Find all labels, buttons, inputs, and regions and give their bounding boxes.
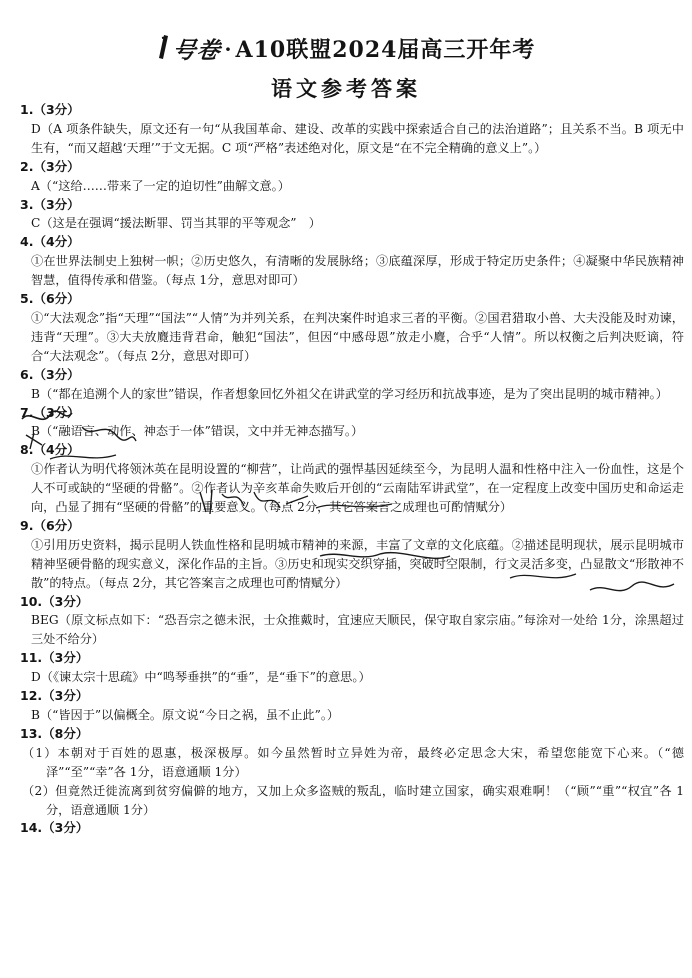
title-row <box>0 32 692 65</box>
question-heading: 4.（4分） <box>20 234 80 250</box>
question-8 <box>20 441 684 517</box>
question-9 <box>20 517 684 593</box>
answer-subpart-2: （2）但竟然迁徙流离到贫穷偏僻的地方，又加上众多盗贼的叛乱，临时建立国家，确实艰难啊！（“顾”“重”“权宜”各 1分，语意通顺 1分） <box>22 783 684 817</box>
question-10 <box>20 593 684 650</box>
question-heading: 3.（3分） <box>20 196 80 212</box>
title-separator: · <box>224 36 232 61</box>
question-heading: 1.（3分） <box>20 102 80 117</box>
question-heading: 2.（3分） <box>20 158 80 174</box>
answer-text: ①引用历史资料，揭示昆明人铁血性格和昆明城市精神的来源，丰富了文章的文化底蕴。②描述昆明现状，展示昆明城市精神坚硬骨骼的现实意义，深化作品的主旨。③历史和现实交织穿插，突破时空限制，行文灵活多变，凸显散文“形散神不散”的特点。（每点 2分，其它答案言之成理也可酌情赋分） <box>31 537 684 590</box>
answer-text: B（“融语言、动作、神态于一体”错误，文中并无神态描写。） <box>31 424 364 439</box>
question-heading: 5.（6分） <box>20 291 80 307</box>
brand-name: 号卷 <box>170 37 223 64</box>
question-11 <box>20 649 684 687</box>
question-5 <box>20 290 684 366</box>
page-header <box>0 32 692 103</box>
question-heading: 7.（3分） <box>20 404 80 420</box>
question-4 <box>20 233 684 290</box>
answer-text: D（《谏太宗十思疏》中“鸣琴垂拱”的“垂”，是“垂下”的意思。） <box>31 670 371 685</box>
page-subtitle: 语文参考答案 <box>271 76 421 101</box>
question-heading: 10.（3分） <box>20 593 89 609</box>
question-heading: 13.（8分） <box>20 725 89 741</box>
question-heading: 6.（3分） <box>20 366 80 382</box>
answer-list <box>20 101 684 838</box>
answer-text: D（A 项条件缺失，原文还有一句“从我国革命、建设、改革的实践中探索适合自己的法治道路”；且关系不当。B 项无中生有，“而又超越‘天理’”于文无据。C 项“严格”表述绝对化，原文是“在不完全精确的意义上”。） <box>31 121 684 155</box>
question-7 <box>20 404 684 442</box>
answer-text: ①“大法观念”指“天理”“国法”“人情”为并列关系，在判决案件时追求三者的平衡。②国君猎取小兽、大夫没能及时劝谏，违背“天理”。③大夫放麑违背君命，触犯“国法”，但因“中感母恩”放走小麑，合乎“人情”。所以权衡之后判决贬谪，符合“大法观念”。（每点 2分，意思对即可） <box>31 310 684 363</box>
page-title: A10联盟2024届高三开年考 <box>235 37 536 63</box>
question-heading: 14.（3分） <box>20 820 89 836</box>
question-12 <box>20 687 684 725</box>
question-heading: 11.（3分） <box>20 650 89 666</box>
brand-mark-icon <box>157 34 169 64</box>
answer-text: B（“都在追溯个人的家世”错误，作者想象回忆外祖父在讲武堂的学习经历和抗战事迹，是为了突出昆明的城市精神。） <box>31 386 668 401</box>
answer-text: C（这是在强调“援法断罪、罚当其罪的平等观念” ） <box>31 216 321 231</box>
answer-text: ①在世界法制史上独树一帜；②历史悠久，有清晰的发展脉络；③底蕴深厚，形成于特定历史条件；④凝聚中华民族精神智慧，值得传承和借鉴。（每点 1分，意思对即可） <box>31 254 684 288</box>
answer-text: A（“这给……带来了一定的迫切性”曲解文意。） <box>31 178 290 193</box>
answer-text: ①作者认为明代将领沐英在昆明设置的“柳营”，让尚武的强悍基因延续至今，为昆明人温和性格中注入一份血性，这是个人不可或缺的“坚硬的骨骼”。②作者认为辛亥革命失败后开创的“云南陆军讲武堂”，在一定程度上改变中国历史和命运走向，凸显了拥有“坚硬的骨骼”的重要意义。（每点 2分，其它答案言之成理也可酌情赋分） <box>31 462 684 515</box>
question-13 <box>20 725 684 820</box>
question-2 <box>20 158 684 196</box>
question-1 <box>20 101 684 158</box>
question-14 <box>20 819 684 838</box>
question-heading: 12.（3分） <box>20 688 89 704</box>
question-heading: 8.（4分） <box>20 442 80 458</box>
question-3 <box>20 196 684 234</box>
answer-text: B（“皆因于”以偏概全。原文说“今日之祸，虽不止此”。） <box>31 708 340 722</box>
answer-subpart-1: （1）本朝对于百姓的恩惠，极深极厚。如今虽然暂时立异姓为帝，最终必定思念大宋，希望您能宽下心来。（“德泽”“至”“幸”各 1分，语意通顺 1分） <box>22 745 684 779</box>
question-6 <box>20 366 684 404</box>
question-heading: 9.（6分） <box>20 517 80 533</box>
answer-text: BEG（原文标点如下：“恐吾宗之德未泯，士众推戴时，宜速应天顺民，保守取自家宗庙。”每涂对一处给 1分，涂黑超过三处不给分） <box>31 613 684 647</box>
